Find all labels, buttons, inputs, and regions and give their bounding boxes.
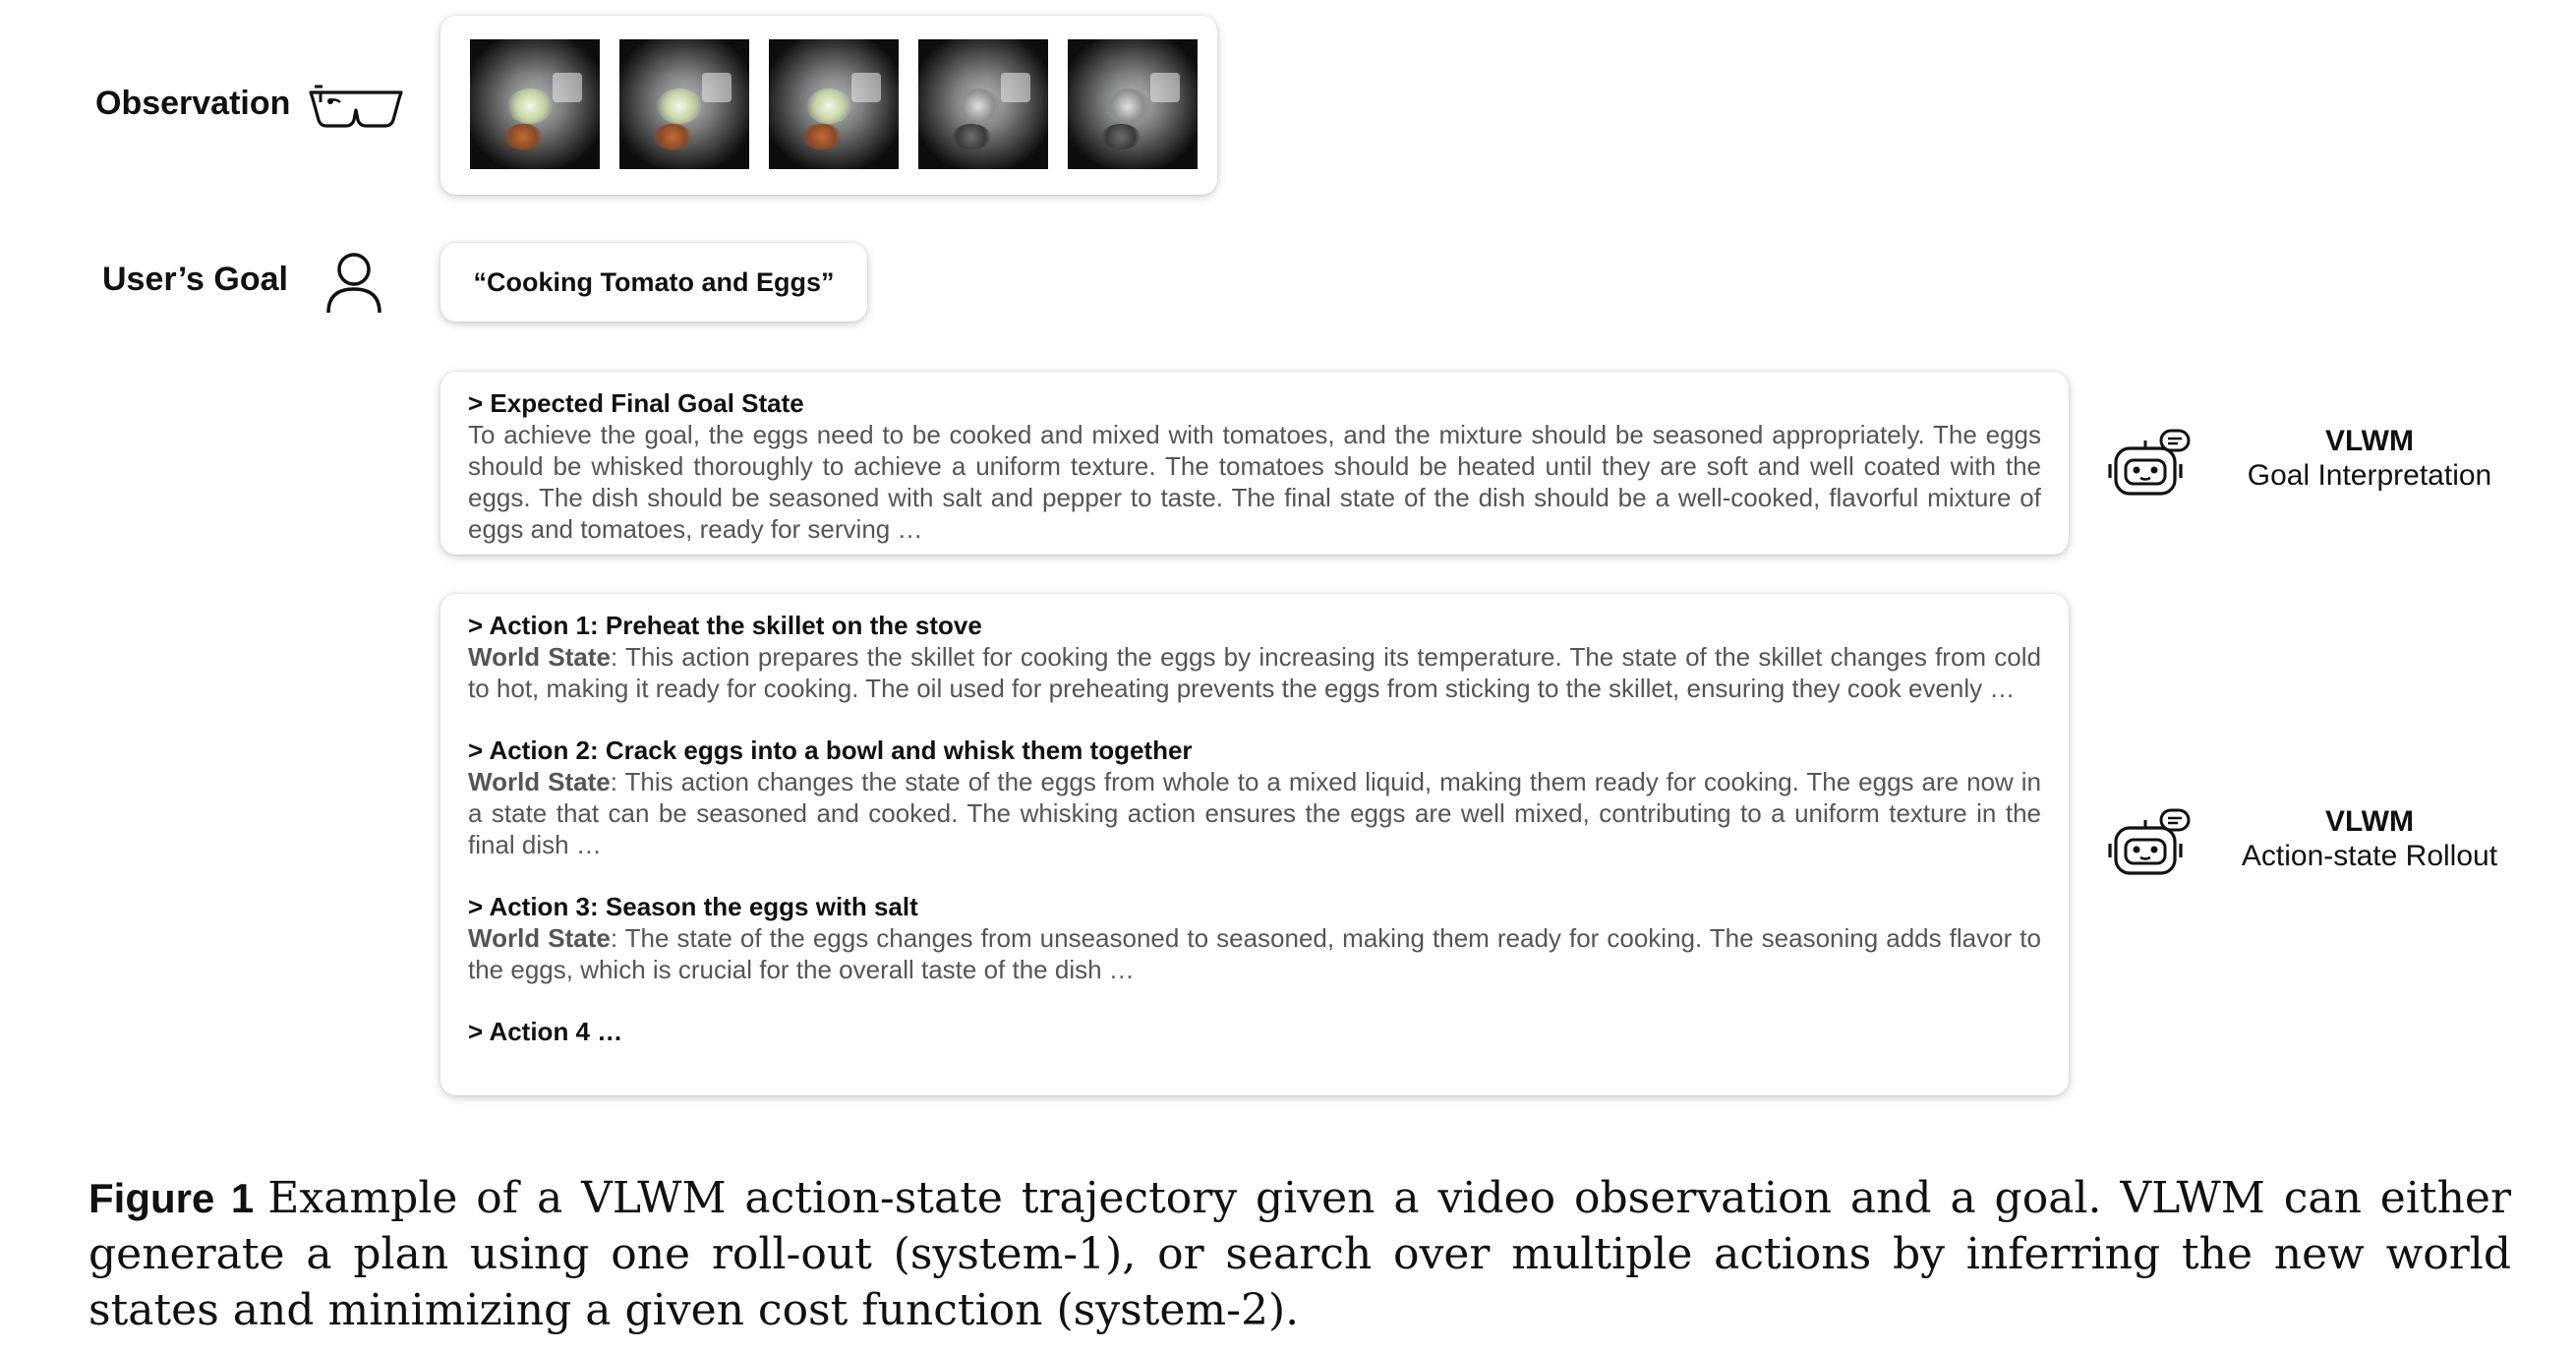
vlwm-goal-subtitle: Goal Interpretation xyxy=(2247,459,2492,492)
action-item xyxy=(468,610,2041,704)
goal-state-body: To achieve the goal, the eggs need to be cooked and mixed with tomatoes, and the mixture should be seasoned appropriately. The eggs should be whisked thoroughly to achieve a uniform texture. The tomatoes should be heated until they are soft and well coated with the eggs. The dish should be seasoned with salt and pepper to taste. The final state of the dish should be a well-cooked, flavorful mixture of eggs and tomatoes, ready for serving … xyxy=(468,420,2041,544)
world-state-label: World State xyxy=(468,923,611,953)
robot-icon xyxy=(2106,429,2193,500)
robot-icon xyxy=(2106,808,2193,879)
action-more: > Action 4 … xyxy=(468,1017,623,1046)
user-goal-text: “Cooking Tomato and Eggs” xyxy=(473,266,835,297)
caption-text: Example of a VLWM action-state trajectory given a video observation and a goal. VLWM can either generate a plan using one roll-out (system-1), or search over multiple actions by inferring the new world states and minimizing a given cost function (system-2). xyxy=(88,1173,2511,1335)
observation-label: Observation xyxy=(95,85,291,122)
action-item xyxy=(468,891,2041,985)
video-frame-4 xyxy=(918,39,1048,169)
user-icon xyxy=(324,250,383,315)
world-state-text: : This action changes the state of the eggs from whole to a mixed liquid, making them ready for cooking. The eggs are now in a state that can be seasoned and cooked. The whisking action ensures the eggs are well mixed, contributing to a uniform texture in the final dish … xyxy=(468,767,2042,859)
figure-label: Figure 1 xyxy=(88,1175,255,1221)
world-state-label: World State xyxy=(468,642,611,672)
vlwm-goal-title: VLWM xyxy=(2325,425,2414,457)
action-item xyxy=(468,735,2041,860)
smart-glasses-icon xyxy=(307,81,405,132)
video-frames xyxy=(470,39,1198,169)
world-state-label: World State xyxy=(468,767,611,796)
action-rollout-card xyxy=(440,594,2069,1095)
user-goal-label: User’s Goal xyxy=(102,261,288,298)
user-goal-card xyxy=(440,243,867,322)
video-frame-3 xyxy=(769,39,899,169)
goal-state-card xyxy=(440,372,2069,555)
action-heading: > Action 3: Season the eggs with salt xyxy=(468,892,918,921)
action-heading: > Action 2: Crack eggs into a bowl and whisk them together xyxy=(468,735,1193,765)
video-frame-5 xyxy=(1068,39,1198,169)
world-state-text: : The state of the eggs changes from unseasoned to seasoned, making them ready for cooking. The seasoning adds flavor to the eggs, which is crucial for the overall taste of the dish … xyxy=(468,923,2041,984)
vlwm-rollout-title: VLWM xyxy=(2325,805,2414,838)
video-frame-1 xyxy=(470,39,600,169)
action-heading: > Action 1: Preheat the skillet on the stove xyxy=(468,611,982,640)
video-frame-2 xyxy=(619,39,749,169)
vlwm-rollout-subtitle: Action-state Rollout xyxy=(2241,840,2498,872)
goal-state-heading: > Expected Final Goal State xyxy=(468,388,804,418)
observation-card xyxy=(440,16,1217,195)
figure-caption xyxy=(88,1170,2511,1338)
world-state-text: : This action prepares the skillet for cooking the eggs by increasing its temperature. The state of the skillet changes from cold to hot, making it ready for cooking. The oil used for preheating prevents the eggs from sticking to the skillet, ensuring they cook evenly … xyxy=(468,642,2041,703)
